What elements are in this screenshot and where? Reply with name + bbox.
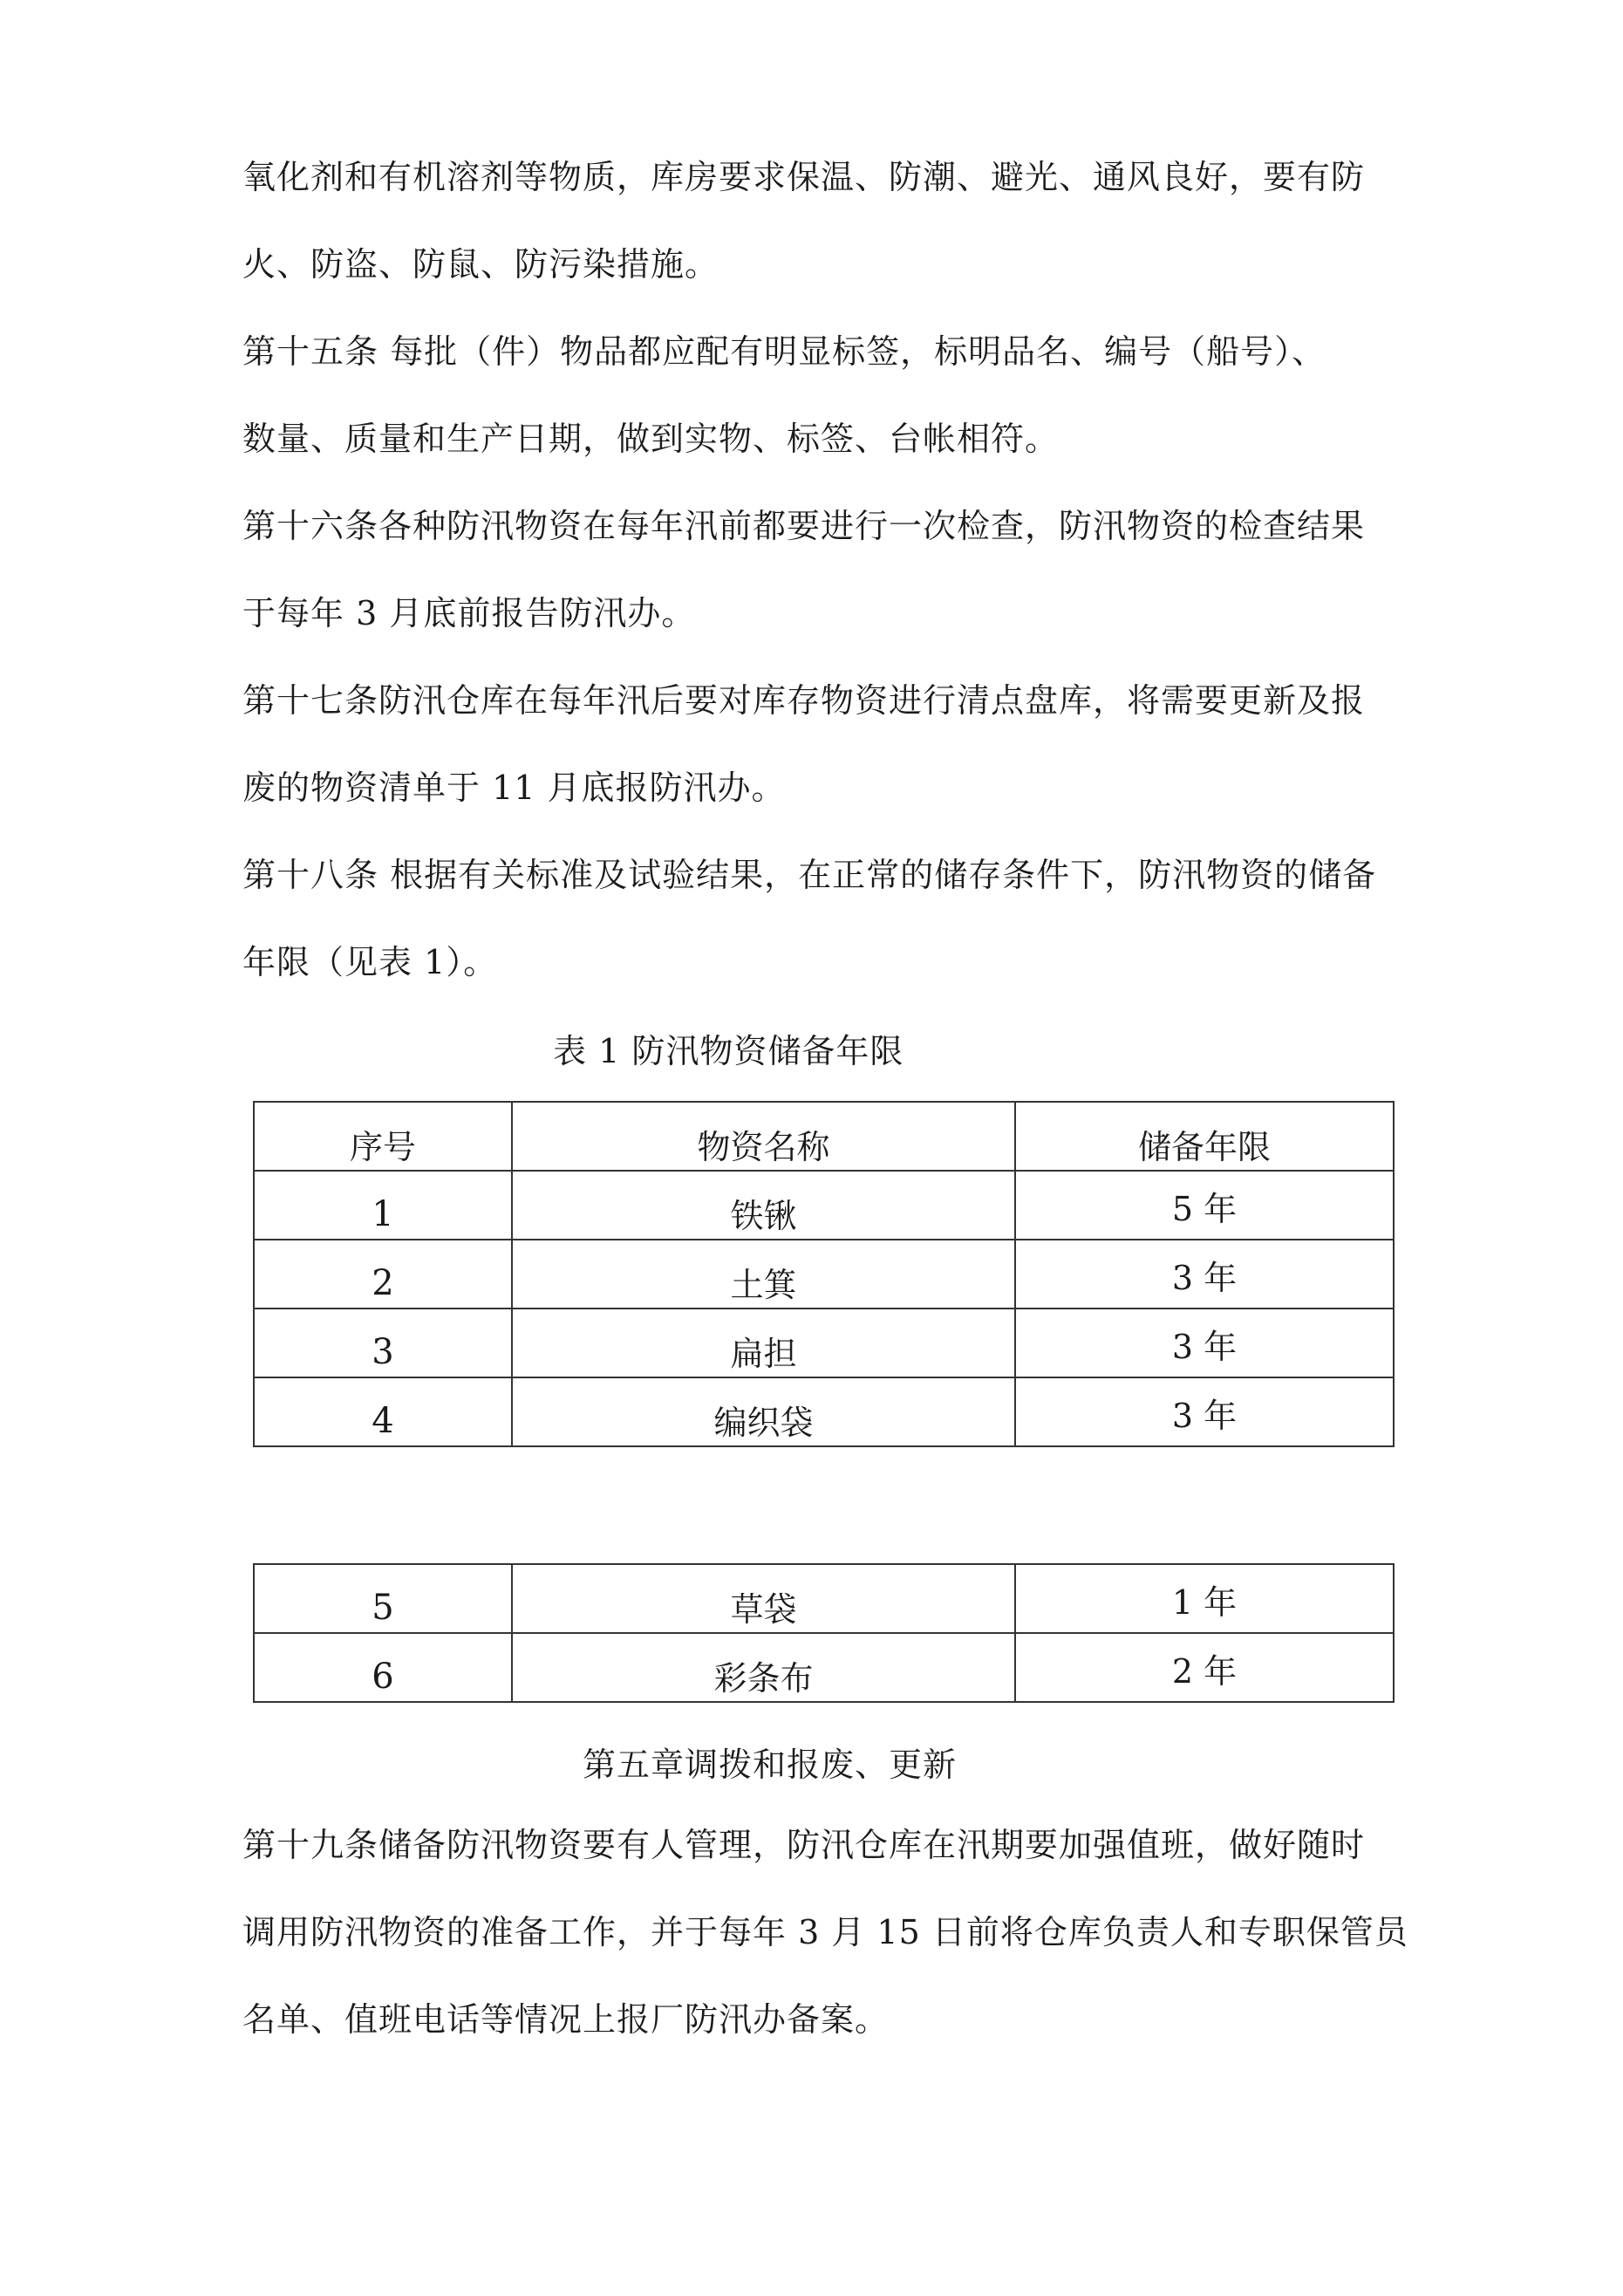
row-index: 4 [254, 1377, 512, 1446]
row-index: 6 [254, 1633, 512, 1702]
row-item: 铁锹 [512, 1171, 1015, 1240]
row-item: 编织袋 [512, 1377, 1015, 1446]
chapter-title: 第五章调拨和报废、更新 [583, 1746, 958, 1784]
paragraph-line: 氧化剂和有机溶剂等物质，库房要求保温、防潮、避光、通风良好，要有防 [242, 158, 1366, 196]
table-caption: 表 1 防汛物资储备年限 [553, 1032, 904, 1070]
row-index: 3 [254, 1309, 512, 1377]
header-cell: 序号 [254, 1102, 512, 1171]
header-cell: 物资名称 [512, 1102, 1015, 1171]
row-years: 3 年 [1015, 1240, 1394, 1309]
row-item: 彩条布 [512, 1633, 1015, 1702]
row-years: 3 年 [1015, 1309, 1394, 1377]
table-row [254, 1240, 1394, 1309]
article-18-line: 第十八条 根据有关标准及试验结果，在正常的储存条件下，防汛物资的储备 [242, 856, 1377, 894]
article-16-line: 第十六条各种防汛物资在每年汛前都要进行一次检查，防汛物资的检查结果 [242, 507, 1366, 545]
table-row [254, 1633, 1394, 1702]
table-row [254, 1377, 1394, 1446]
row-index: 1 [254, 1171, 512, 1240]
row-years: 1 年 [1015, 1564, 1394, 1633]
paragraph-line: 火、防盗、防鼠、防污染措施。 [242, 245, 719, 284]
paragraph-line: 废的物资清单于 11 月底报防汛办。 [242, 769, 786, 807]
row-item: 扁担 [512, 1309, 1015, 1377]
paragraph-line: 于每年 3 月底前报告防汛办。 [242, 594, 696, 632]
row-index: 5 [254, 1564, 512, 1633]
paragraph-line: 年限（见表 1）。 [242, 943, 498, 981]
row-years: 3 年 [1015, 1377, 1394, 1446]
row-years: 2 年 [1015, 1633, 1394, 1702]
article-19-line: 第十九条储备防汛物资要有人管理，防汛仓库在汛期要加强值班，做好随时 [242, 1826, 1366, 1864]
header-cell: 储备年限 [1015, 1102, 1394, 1171]
table-row [254, 1309, 1394, 1377]
table-header-row [254, 1102, 1394, 1171]
article-17-line: 第十七条防汛仓库在每年汛后要对库存物资进行清点盘库，将需要更新及报 [242, 681, 1366, 720]
row-years: 5 年 [1015, 1171, 1394, 1240]
table-row [254, 1564, 1394, 1633]
paragraph-line: 调用防汛物资的准备工作，并于每年 3 月 15 日前将仓库负责人和专职保管员 [242, 1913, 1408, 1951]
paragraph-line: 数量、质量和生产日期，做到实物、标签、台帐相符。 [242, 420, 1060, 458]
table-row [254, 1171, 1394, 1240]
row-item: 草袋 [512, 1564, 1015, 1633]
storage-table-part2 [253, 1563, 1395, 1703]
row-item: 土箕 [512, 1240, 1015, 1309]
article-15-line: 第十五条 每批（件）物品都应配有明显标签，标明品名、编号（船号）、 [242, 332, 1326, 371]
row-index: 2 [254, 1240, 512, 1309]
storage-table-part1 [253, 1101, 1395, 1447]
paragraph-line: 名单、值班电话等情况上报厂防汛办备案。 [242, 2000, 890, 2039]
